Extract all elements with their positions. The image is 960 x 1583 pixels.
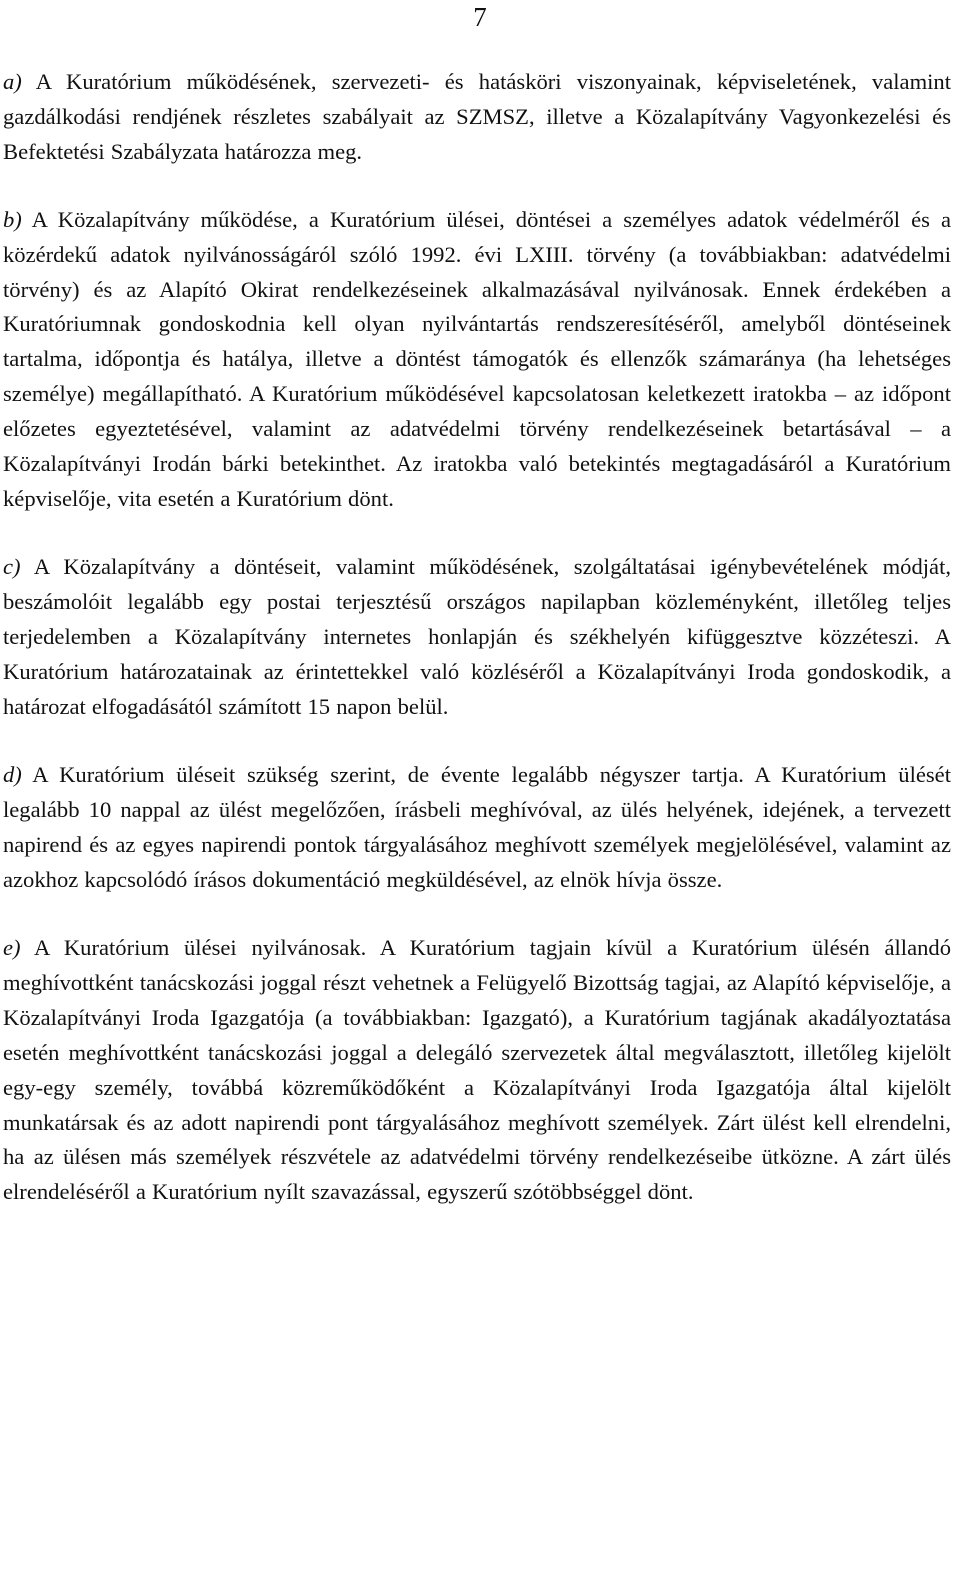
paragraph-e [3,931,951,1210]
paragraph-a [3,65,951,170]
paragraph-marker: a) [3,69,22,94]
paragraph-text: A Közalapítvány a döntéseit, valamint működésének, szolgáltatásai igénybevételének módját, beszámolóit legalább egy postai terjesztésű országos napilapban közleményként, illetőleg teljes terjedelemben a Közalapítvány internetes honlapján és székhelyén kifüggesztve közzéteszi. A Kuratórium határozatainak az érintettekkel való közléséről a Közalapítványi Iroda gondoskodik, a határozat elfogadásától számított 15 napon belül. [3,553,951,719]
paragraph-marker: b) [3,206,22,232]
paragraph-text: A Közalapítvány működése, a Kuratórium ülései, döntései a személyes adatok védelméről és a közérdekű adatok nyilvánosságáról szóló 1992. évi LXIII. törvény (a továbbiakban: adatvédelmi törvény) és az Alapító Okirat rendelkezéseinek alkalmazásával nyilvánosak. Ennek érdekében a Kuratóriumnak gondoskodnia kell olyan nyilvántartás rendszeresítéséről, amelyből döntéseinek tartalma, időpontja és hatálya, illetve a döntést támogatók és ellenzők számaránya (ha lehetséges személye) megállapítható. A Kuratórium működésével kapcsolatosan keletkezett iratokba – az időpont előzetes egyeztetésével, valamint az adatvédelmi törvény rendelkezéseinek betartásával – a Közalapítványi Irodán bárki betekinthet. Az iratokba való betekintés megtagadásáról a Kuratórium képviselője, vita esetén a Kuratórium dönt. [3,206,951,511]
paragraph-text: A Kuratórium ülései nyilvánosak. A Kuratórium tagjain kívül a Kuratórium ülésén állandó meghívottként tanácskozási joggal részt vehetnek a Felügyelő Bizottság tagjai, az Alapító képviselője, a Közalapítványi Iroda Igazgatója (a továbbiakban: Igazgató), a Kuratórium tagjának akadályoztatása esetén meghívottként tanácskozási joggal a delegáló szervezetek által megválasztott, illetőleg kijelölt egy-egy személy, továbbá közreműködőként a Közalapítványi Iroda Igazgatója által kijelölt munkatársak és az adott napirendi pont tárgyalásához meghívott személyek. Zárt ülést kell elrendelni, ha az ülésen más személyek részvétele az adatvédelmi törvény rendelkezéseibe ütközne. A zárt ülés elrendeléséről a Kuratórium nyílt szavazással, egyszerű szótöbbséggel dönt. [3,935,951,1205]
paragraph-d [3,758,951,898]
document-body [3,65,951,1246]
paragraph-marker: c) [3,553,21,579]
paragraph-marker: d) [3,762,22,788]
paragraph-text: A Kuratórium működésének, szervezeti- és hatásköri viszonyainak, képviseletének, valamint gazdálkodási rendjének részletes szabályait az SZMSZ, illetve a Közalapítvány Vagyonkezelési és Befektetési Szabályzata határozza meg. [3,69,951,164]
page-number: 7 [473,2,487,32]
paragraph-b [3,203,951,517]
paragraph-text: A Kuratórium üléseit szükség szerint, de évente legalább négyszer tartja. A Kuratórium ülését legalább 10 nappal az ülést megelőzően, írásbeli meghívóval, az ülés helyének, idejének, a tervezett napirend és az egyes napirendi pontok tárgyalásához meghívott személyek megjelölésével, valamint az azokhoz kapcsolódó írásos dokumentáció megküldésével, az elnök hívja össze. [3,762,951,893]
paragraph-c [3,550,951,725]
paragraph-marker: e) [3,935,21,961]
